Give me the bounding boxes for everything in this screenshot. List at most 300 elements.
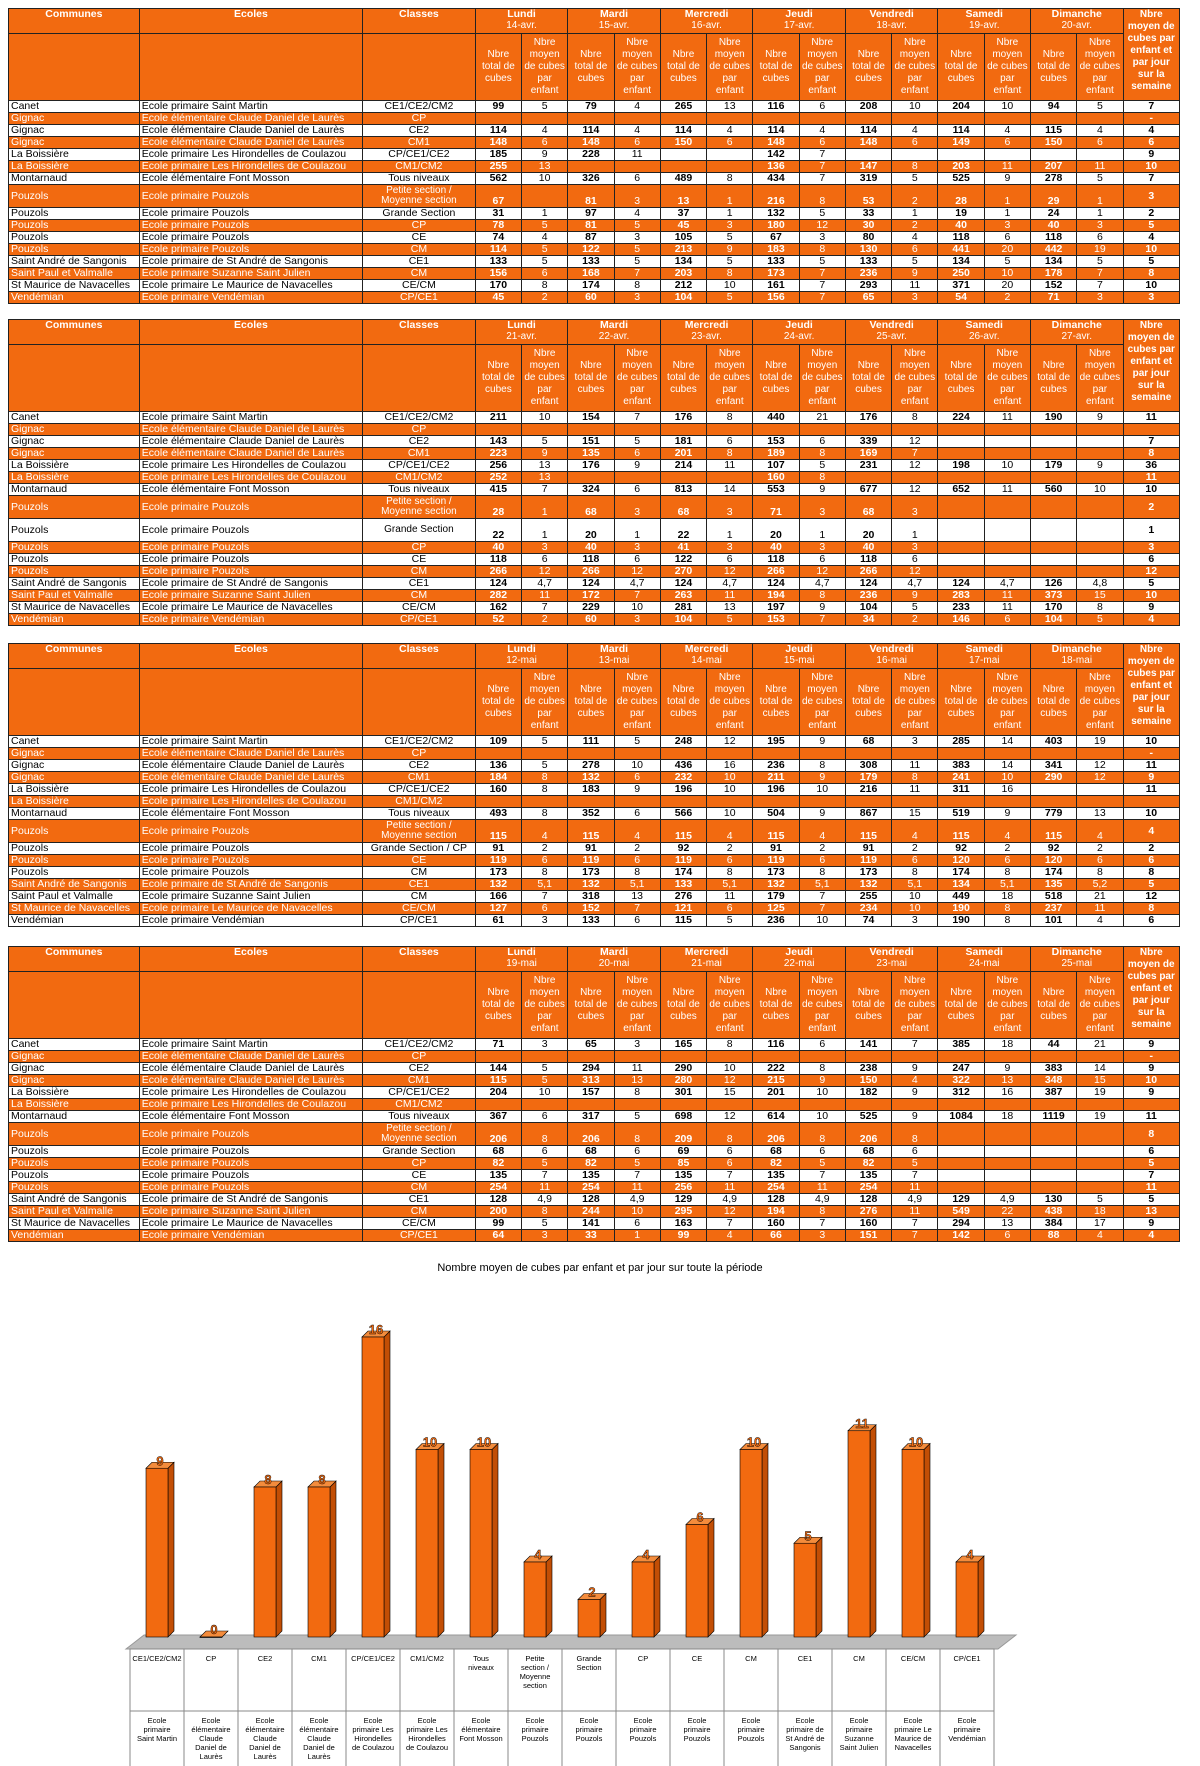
cell-average: 11 bbox=[614, 149, 660, 161]
header-total-cubes: Nbre total de cubes bbox=[475, 972, 521, 1039]
cell-average: 7 bbox=[614, 1170, 660, 1182]
cell-average: 1 bbox=[799, 519, 845, 542]
cell-total: 133 bbox=[475, 256, 521, 268]
cell-total: 129 bbox=[938, 1194, 984, 1206]
data-label: 9 bbox=[156, 1453, 164, 1469]
cell-total bbox=[568, 748, 614, 760]
cell-total: 115 bbox=[1031, 125, 1077, 137]
cell-week-average: 6 bbox=[1123, 137, 1179, 149]
cell-week-average: 9 bbox=[1123, 1087, 1179, 1099]
cell-total bbox=[845, 748, 891, 760]
cell-total: 236 bbox=[845, 268, 891, 280]
cell-total bbox=[938, 472, 984, 484]
cell-ecole: Ecole primaire Pouzols bbox=[139, 542, 362, 554]
cell-average bbox=[892, 424, 938, 436]
cell-total: 125 bbox=[753, 903, 799, 915]
header-blank bbox=[9, 669, 140, 736]
school-label: Sangonis bbox=[789, 1743, 821, 1752]
cell-total bbox=[753, 113, 799, 125]
cell-total: 99 bbox=[660, 1230, 706, 1242]
cell-classe: Petite section / Moyenne section bbox=[363, 185, 476, 208]
cell-week-average: 11 bbox=[1123, 784, 1179, 796]
cell-total: 173 bbox=[475, 867, 521, 879]
cell-average: 5 bbox=[522, 256, 568, 268]
cell-ecole: Ecole élémentaire Claude Daniel de Laurès bbox=[139, 748, 362, 760]
cell-total: 150 bbox=[845, 1075, 891, 1087]
x-tick-label: CE1 bbox=[797, 1654, 813, 1663]
bar bbox=[794, 1543, 816, 1637]
cell-average bbox=[1077, 113, 1123, 125]
cell-commune: St Maurice de Navacelles bbox=[9, 903, 140, 915]
cell-average bbox=[614, 796, 660, 808]
header-avg-cubes: Nbre moyen de cubes par enfant bbox=[522, 669, 568, 736]
cell-total: 132 bbox=[753, 208, 799, 220]
cell-average: 12 bbox=[892, 484, 938, 496]
header-total-cubes: Nbre total de cubes bbox=[568, 34, 614, 101]
cell-week-average: 3 bbox=[1123, 542, 1179, 554]
cell-average: 6 bbox=[614, 808, 660, 820]
cell-total bbox=[660, 796, 706, 808]
cell-total: 441 bbox=[938, 244, 984, 256]
cell-average: 15 bbox=[1077, 590, 1123, 602]
cell-total: 207 bbox=[1031, 161, 1077, 173]
week-average-label: Nbre moyen de cubes par enfant et par jour sur la semaine bbox=[1127, 320, 1175, 403]
cell-average: 4 bbox=[1077, 125, 1123, 137]
cell-average: 10 bbox=[892, 891, 938, 903]
cell-total: 141 bbox=[568, 1218, 614, 1230]
day-name: Vendredi bbox=[869, 643, 914, 655]
cell-total: 1119 bbox=[1031, 1111, 1077, 1123]
cell-classe: CP/CE1/CE2 bbox=[363, 149, 476, 161]
cell-week-average: 12 bbox=[1123, 891, 1179, 903]
cell-average: 4 bbox=[614, 820, 660, 843]
cell-average: 6 bbox=[522, 1146, 568, 1158]
cell-total bbox=[938, 1146, 984, 1158]
cell-average: 3 bbox=[892, 542, 938, 554]
cell-week-average: 9 bbox=[1123, 149, 1179, 161]
school-label: Claude bbox=[253, 1734, 277, 1743]
cell-average: 6 bbox=[614, 855, 660, 867]
cell-total: 198 bbox=[938, 460, 984, 472]
day-date: 23-avr. bbox=[691, 331, 722, 342]
school-label: primaire de bbox=[786, 1725, 824, 1734]
cell-total: 276 bbox=[845, 1206, 891, 1218]
day-header bbox=[753, 947, 846, 972]
cell-total bbox=[938, 566, 984, 578]
cell-average: 5 bbox=[614, 244, 660, 256]
cell-total: 71 bbox=[1031, 292, 1077, 304]
cell-average bbox=[1077, 566, 1123, 578]
cell-ecole: Ecole primaire Suzanne Saint Julien bbox=[139, 590, 362, 602]
cell-total bbox=[1031, 1158, 1077, 1170]
header-avg-cubes: Nbre moyen de cubes par enfant bbox=[799, 34, 845, 101]
cell-commune: Pouzols bbox=[9, 867, 140, 879]
cell-total bbox=[938, 796, 984, 808]
cell-average bbox=[892, 149, 938, 161]
cell-ecole: Ecole primaire Saint Martin bbox=[139, 412, 362, 424]
x-tick-label: section bbox=[523, 1681, 547, 1690]
cell-total: 147 bbox=[845, 161, 891, 173]
cell-total: 142 bbox=[938, 1230, 984, 1242]
cell-total: 41 bbox=[660, 542, 706, 554]
cell-classe: Grande Section bbox=[363, 208, 476, 220]
cell-average: 3 bbox=[707, 496, 753, 519]
cell-total: 119 bbox=[475, 855, 521, 867]
cell-total: 449 bbox=[938, 891, 984, 903]
cell-average: 6 bbox=[522, 903, 568, 915]
cell-average bbox=[1077, 1170, 1123, 1182]
cell-classe: Grande Section bbox=[363, 519, 476, 542]
cell-average: 1 bbox=[707, 519, 753, 542]
day-date: 24-mai bbox=[968, 958, 1000, 969]
cell-average: 11 bbox=[799, 1182, 845, 1194]
cell-average: 7 bbox=[799, 891, 845, 903]
cell-total: 52 bbox=[475, 614, 521, 626]
cell-average: 9 bbox=[799, 1075, 845, 1087]
cell-classe: CE1 bbox=[363, 578, 476, 590]
table-row bbox=[9, 1230, 1180, 1242]
cell-total bbox=[568, 113, 614, 125]
bar-side bbox=[708, 1519, 714, 1638]
cell-total bbox=[938, 554, 984, 566]
cell-average: 11 bbox=[522, 1182, 568, 1194]
cell-ecole: Ecole primaire Saint Martin bbox=[139, 1039, 362, 1051]
data-label: 8 bbox=[264, 1472, 272, 1487]
cell-average: 8 bbox=[799, 590, 845, 602]
cell-total bbox=[1031, 542, 1077, 554]
cell-classe: Grande Section bbox=[363, 1146, 476, 1158]
cell-average bbox=[1077, 448, 1123, 460]
cell-total: 228 bbox=[568, 149, 614, 161]
cell-total: 779 bbox=[1031, 808, 1077, 820]
cell-classe: CE1/CE2/CM2 bbox=[363, 412, 476, 424]
cell-total: 107 bbox=[753, 460, 799, 472]
cell-total: 182 bbox=[845, 1087, 891, 1099]
cell-average: 5 bbox=[799, 460, 845, 472]
cell-average: 7 bbox=[799, 161, 845, 173]
cell-total: 256 bbox=[660, 1182, 706, 1194]
cell-total: 244 bbox=[568, 1206, 614, 1218]
cell-ecole: Ecole primaire Les Hirondelles de Coulazou bbox=[139, 784, 362, 796]
header-avg-cubes: Nbre moyen de cubes par enfant bbox=[984, 972, 1030, 1039]
cell-average: 4,9 bbox=[707, 1194, 753, 1206]
cell-average: 12 bbox=[799, 566, 845, 578]
school-label: primaire Les bbox=[352, 1725, 394, 1734]
cell-commune: Saint Paul et Valmalle bbox=[9, 1206, 140, 1218]
cell-average: 6 bbox=[892, 855, 938, 867]
cell-ecole: Ecole primaire Pouzols bbox=[139, 519, 362, 542]
cell-commune: Canet bbox=[9, 101, 140, 113]
cell-average: 4 bbox=[1077, 820, 1123, 843]
cell-commune: Gignac bbox=[9, 113, 140, 125]
cell-total: 174 bbox=[1031, 867, 1077, 879]
cell-total: 183 bbox=[753, 244, 799, 256]
day-name: Jeudi bbox=[785, 946, 813, 958]
cell-average: 3 bbox=[522, 542, 568, 554]
cell-total: 132 bbox=[568, 772, 614, 784]
cell-average: 5,1 bbox=[892, 879, 938, 891]
cell-average: 10 bbox=[984, 460, 1030, 472]
school-label: de Coulazou bbox=[351, 1743, 395, 1752]
cell-average: 8 bbox=[984, 867, 1030, 879]
cell-average: 6 bbox=[799, 1039, 845, 1051]
cell-average: 7 bbox=[799, 280, 845, 292]
cell-average bbox=[984, 1158, 1030, 1170]
cell-total: 181 bbox=[660, 436, 706, 448]
cell-ecole: Ecole primaire Le Maurice de Navacelles bbox=[139, 903, 362, 915]
cell-average: 10 bbox=[799, 915, 845, 927]
cell-average: 8 bbox=[707, 1123, 753, 1146]
cell-total bbox=[660, 113, 706, 125]
cell-total: 1084 bbox=[938, 1111, 984, 1123]
cell-total: 698 bbox=[660, 1111, 706, 1123]
cell-total bbox=[845, 424, 891, 436]
header-week-average bbox=[1123, 644, 1179, 736]
table-row bbox=[9, 748, 1180, 760]
cell-average: 7 bbox=[892, 448, 938, 460]
school-label: élémentaire bbox=[245, 1725, 285, 1734]
cell-average: 18 bbox=[984, 1111, 1030, 1123]
cell-average: 6 bbox=[1077, 137, 1123, 149]
chart-title: Nombre moyen de cubes par enfant et par jour sur toute la période bbox=[437, 1262, 763, 1274]
cell-total: 88 bbox=[1031, 1230, 1077, 1242]
cell-total: 209 bbox=[660, 1123, 706, 1146]
cell-total: 91 bbox=[845, 843, 891, 855]
cell-average: 10 bbox=[522, 1087, 568, 1099]
table-row bbox=[9, 1170, 1180, 1182]
cell-total: 65 bbox=[568, 1039, 614, 1051]
cell-average: 4 bbox=[1077, 1230, 1123, 1242]
cell-average: 4 bbox=[522, 820, 568, 843]
day-header bbox=[845, 320, 938, 345]
cell-commune: Gignac bbox=[9, 436, 140, 448]
cell-classe: CE/CM bbox=[363, 280, 476, 292]
cell-classe: CP bbox=[363, 220, 476, 232]
data-label: 10 bbox=[746, 1434, 762, 1450]
cell-average bbox=[614, 424, 660, 436]
header-total-cubes: Nbre total de cubes bbox=[1031, 345, 1077, 412]
school-label: primaire Les bbox=[406, 1725, 448, 1734]
cell-commune: Gignac bbox=[9, 1051, 140, 1063]
cell-total bbox=[845, 796, 891, 808]
cell-average bbox=[522, 1099, 568, 1111]
cell-total: 30 bbox=[845, 220, 891, 232]
cell-average: 8 bbox=[799, 1206, 845, 1218]
cell-total bbox=[1031, 1099, 1077, 1111]
cell-commune: Pouzols bbox=[9, 566, 140, 578]
cell-average: 8 bbox=[522, 867, 568, 879]
cell-week-average: 4 bbox=[1123, 125, 1179, 137]
school-label: Navacelles bbox=[894, 1743, 932, 1752]
cell-average: 6 bbox=[707, 903, 753, 915]
cell-average: 3 bbox=[614, 185, 660, 208]
school-label: Laurès bbox=[199, 1752, 223, 1761]
cell-ecole: Ecole élémentaire Claude Daniel de Laurès bbox=[139, 424, 362, 436]
cell-total: 440 bbox=[753, 412, 799, 424]
cell-average: 8 bbox=[892, 1123, 938, 1146]
data-label: 8 bbox=[318, 1472, 326, 1487]
cell-total: 266 bbox=[753, 566, 799, 578]
cell-average: 12 bbox=[707, 566, 753, 578]
cell-total: 116 bbox=[753, 101, 799, 113]
cell-week-average: 6 bbox=[1123, 1146, 1179, 1158]
cell-total: 549 bbox=[938, 1206, 984, 1218]
cell-total: 29 bbox=[1031, 185, 1077, 208]
cell-classe: Tous niveaux bbox=[363, 808, 476, 820]
cell-average: 6 bbox=[799, 137, 845, 149]
cell-total: 33 bbox=[845, 208, 891, 220]
cell-average bbox=[984, 542, 1030, 554]
cell-total bbox=[568, 796, 614, 808]
cell-total bbox=[475, 796, 521, 808]
bar-side bbox=[330, 1481, 336, 1637]
day-name: Dimanche bbox=[1051, 946, 1102, 958]
cell-average: 6 bbox=[892, 137, 938, 149]
cell-average: 2 bbox=[522, 843, 568, 855]
cell-total: 525 bbox=[845, 1111, 891, 1123]
cell-average: 4,7 bbox=[799, 578, 845, 590]
cell-ecole: Ecole primaire Pouzols bbox=[139, 1170, 362, 1182]
cell-average: 7 bbox=[799, 1218, 845, 1230]
school-label: Maurice de bbox=[894, 1734, 932, 1743]
cell-total: 276 bbox=[660, 891, 706, 903]
cell-classe: Petite section / Moyenne section bbox=[363, 496, 476, 519]
school-label: primaire bbox=[575, 1725, 603, 1734]
cell-average: 1 bbox=[522, 496, 568, 519]
header-total-cubes: Nbre total de cubes bbox=[845, 345, 891, 412]
cell-commune: La Boissière bbox=[9, 161, 140, 173]
cell-total: 60 bbox=[568, 292, 614, 304]
cell-classe: CM1 bbox=[363, 448, 476, 460]
day-date: 27-avr. bbox=[1061, 331, 1093, 342]
cell-average: 1 bbox=[984, 208, 1030, 220]
week-table bbox=[8, 643, 1180, 927]
cell-total: 215 bbox=[753, 1075, 799, 1087]
day-header bbox=[1031, 9, 1124, 34]
cell-average: 19 bbox=[1077, 244, 1123, 256]
table-row bbox=[9, 554, 1180, 566]
cell-week-average: 9 bbox=[1123, 1218, 1179, 1230]
day-header bbox=[568, 947, 661, 972]
cell-average: 6 bbox=[707, 1158, 753, 1170]
cell-ecole: Ecole élémentaire Font Mosson bbox=[139, 173, 362, 185]
cell-total: 442 bbox=[1031, 244, 1077, 256]
cell-total bbox=[938, 448, 984, 460]
cell-average: 6 bbox=[614, 1218, 660, 1230]
cell-average: 1 bbox=[522, 208, 568, 220]
cell-total: 111 bbox=[568, 736, 614, 748]
day-name: Lundi bbox=[507, 8, 536, 20]
cell-total: 180 bbox=[753, 220, 799, 232]
cell-week-average: 4 bbox=[1123, 820, 1179, 843]
cell-total: 135 bbox=[1031, 879, 1077, 891]
cell-average: 5 bbox=[1077, 614, 1123, 626]
cell-average: 12 bbox=[614, 566, 660, 578]
cell-commune: Pouzols bbox=[9, 1158, 140, 1170]
cell-total bbox=[753, 1099, 799, 1111]
cell-average: 6 bbox=[707, 855, 753, 867]
cell-average: 8 bbox=[799, 1063, 845, 1075]
day-header bbox=[475, 9, 568, 34]
cell-classe: CE bbox=[363, 554, 476, 566]
cell-average: 9 bbox=[707, 244, 753, 256]
cell-total: 224 bbox=[938, 412, 984, 424]
cell-week-average: - bbox=[1123, 113, 1179, 125]
cell-total: 19 bbox=[938, 208, 984, 220]
cell-total: 143 bbox=[475, 436, 521, 448]
cell-ecole: Ecole primaire Pouzols bbox=[139, 843, 362, 855]
cell-average: 8 bbox=[522, 1123, 568, 1146]
cell-average: 5,1 bbox=[614, 879, 660, 891]
cell-average: 9 bbox=[1077, 460, 1123, 472]
cell-total: 82 bbox=[753, 1158, 799, 1170]
cell-average: 3 bbox=[707, 220, 753, 232]
table-row bbox=[9, 208, 1180, 220]
cell-total bbox=[753, 748, 799, 760]
cell-total bbox=[938, 1170, 984, 1182]
cell-total: 206 bbox=[568, 1123, 614, 1146]
table-row bbox=[9, 424, 1180, 436]
cell-total: 40 bbox=[475, 542, 521, 554]
school-label: Hirondelles bbox=[408, 1734, 446, 1743]
cell-classe: CP/CE1/CE2 bbox=[363, 784, 476, 796]
school-label: primaire bbox=[845, 1725, 873, 1734]
table-row bbox=[9, 292, 1180, 304]
table-row bbox=[9, 760, 1180, 772]
cell-total: 135 bbox=[568, 448, 614, 460]
cell-average: 9 bbox=[522, 448, 568, 460]
cell-average: 11 bbox=[1077, 903, 1123, 915]
cell-total bbox=[1031, 1182, 1077, 1194]
header-total-cubes: Nbre total de cubes bbox=[475, 34, 521, 101]
day-name: Jeudi bbox=[785, 319, 813, 331]
bar-side bbox=[168, 1462, 174, 1637]
cell-average: 11 bbox=[984, 412, 1030, 424]
cell-total: 319 bbox=[845, 173, 891, 185]
cell-total: 383 bbox=[938, 760, 984, 772]
cell-total: 128 bbox=[568, 1194, 614, 1206]
header-total-cubes: Nbre total de cubes bbox=[845, 972, 891, 1039]
cell-average: 9 bbox=[614, 784, 660, 796]
day-header bbox=[660, 9, 753, 34]
cell-total: 104 bbox=[845, 602, 891, 614]
cell-commune: Canet bbox=[9, 736, 140, 748]
cell-average: 5,1 bbox=[799, 879, 845, 891]
cell-average: 7 bbox=[1077, 268, 1123, 280]
cell-commune: Gignac bbox=[9, 424, 140, 436]
header-total-cubes: Nbre total de cubes bbox=[1031, 669, 1077, 736]
header-classes: Classes bbox=[363, 947, 476, 972]
cell-ecole: Ecole élémentaire Claude Daniel de Laurès bbox=[139, 125, 362, 137]
table-row bbox=[9, 1123, 1180, 1146]
cell-total bbox=[938, 542, 984, 554]
cell-average: 8 bbox=[892, 772, 938, 784]
table-row bbox=[9, 590, 1180, 602]
cell-average: 5 bbox=[1077, 1194, 1123, 1206]
cell-total: 168 bbox=[568, 268, 614, 280]
cell-total bbox=[938, 1182, 984, 1194]
cell-total: 92 bbox=[938, 843, 984, 855]
cell-average: 4,9 bbox=[614, 1194, 660, 1206]
cell-total: 190 bbox=[1031, 412, 1077, 424]
cell-total: 118 bbox=[938, 232, 984, 244]
cell-total: 104 bbox=[660, 614, 706, 626]
cell-average: 13 bbox=[522, 472, 568, 484]
cell-total: 190 bbox=[938, 903, 984, 915]
cell-total: 170 bbox=[475, 280, 521, 292]
cell-average: 12 bbox=[707, 1206, 753, 1218]
day-name: Mardi bbox=[600, 643, 629, 655]
